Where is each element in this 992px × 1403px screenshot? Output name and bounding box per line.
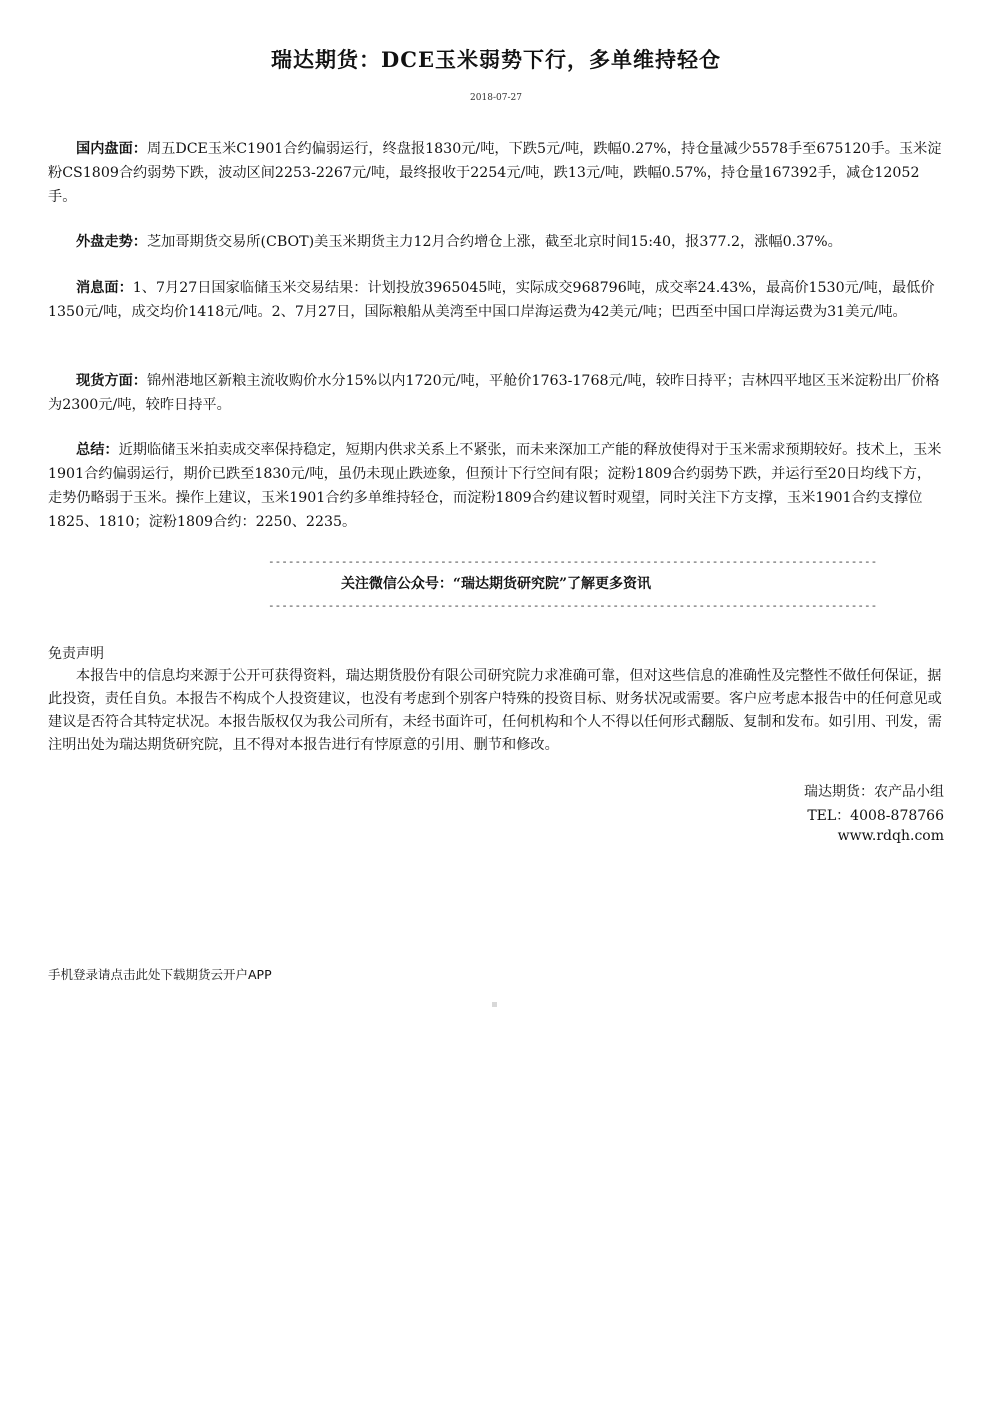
section-text: 芝加哥期货交易所(CBOT)美玉米期货主力12月合约增仓上涨，截至北京时间15:40，报377.2，涨幅0.37%。 [146,234,842,250]
section-text: 1、7月27日国家临储玉米交易结果：计划投放3965045吨，实际成交968796吨，成交率24.43%，最高价1530元/吨，最低价1350元/吨，成交均价1418元/吨。2、7月27日，国际粮船从美湾至中国口岸海运费为42美元/吨；巴西至中国口岸海运费为31美元/吨。 [48,280,935,320]
section-label: 国内盘面： [76,141,147,157]
divider-top: -------------------------------------------------------------------------------------------- [268,555,878,568]
section-label: 外盘走势： [76,234,147,250]
wechat-follow-notice: 关注微信公众号：“瑞达期货研究院”了解更多资讯 [340,576,652,592]
download-app-link[interactable]: 手机登录请点击此处下载期货云开户APP [48,967,272,982]
section-label: 现货方面： [76,373,147,389]
section-label: 总结： [76,442,119,458]
section-spot-market [48,369,944,417]
page-marker-dot [492,1002,497,1007]
report-date: 2018-07-27 [470,93,522,103]
section-overseas-market [48,230,944,254]
section-summary [48,438,944,534]
signature-team: 瑞达期货：农产品小组 [804,784,944,800]
disclaimer-title: 免责声明 [48,646,104,662]
divider-bottom: -------------------------------------------------------------------------------------------- [268,599,878,612]
section-text: 周五DCE玉米C1901合约偏弱运行，终盘报1830元/吨，下跌5元/吨，跌幅0.27%，持仓量减少5578手至675120手。玉米淀粉CS1809合约弱势下跌，波动区间2253-2267元/吨，最终报收于2254元/吨，跌13元/吨，跌幅0.57%，持仓量167392手，减仓12052手。 [48,141,942,205]
section-news [48,276,944,324]
section-text: 近期临储玉米拍卖成交率保持稳定，短期内供求关系上不紧张，而未来深加工产能的释放使得对于玉米需求预期较好。技术上，玉米1901合约偏弱运行，期价已跌至1830元/吨，虽仍未现止跌迹象，但预计下行空间有限；淀粉1809合约弱势下跌，并运行至20日均线下方，走势仍略弱于玉米。操作上建议，玉米1901合约多单维持轻仓，而淀粉1809合约建议暂时观望，同时关注下方支撑，玉米1901合约支撑位1825、1810；淀粉1809合约：2250、2235。 [48,442,942,530]
section-text: 锦州港地区新粮主流收购价水分15%以内1720元/吨，平舱价1763-1768元/吨，较昨日持平；吉林四平地区玉米淀粉出厂价格为2300元/吨，较昨日持平。 [48,373,940,413]
report-title: 瑞达期货：DCE玉米弱势下行，多单维持轻仓 [271,47,721,72]
section-domestic-market [48,137,944,209]
signature-tel: TEL：4008-878766 [807,808,944,824]
section-label: 消息面： [76,280,133,296]
signature-website: www.rdqh.com [837,828,944,844]
disclaimer-body: 本报告中的信息均来源于公开可获得资料，瑞达期货股份有限公司研究院力求准确可靠，但对这些信息的准确性及完整性不做任何保证，据此投资，责任自负。本报告不构成个人投资建议，也没有考虑到个别客户特殊的投资目标、财务状况或需要。客户应考虑本报告中的任何意见或建议是否符合其特定状况。本报告版权仅为我公司所有，未经书面许可，任何机构和个人不得以任何形式翻版、复制和发布。如引用、刊发，需注明出处为瑞达期货研究院，且不得对本报告进行有悖原意的引用、删节和修改。 [48,668,942,753]
